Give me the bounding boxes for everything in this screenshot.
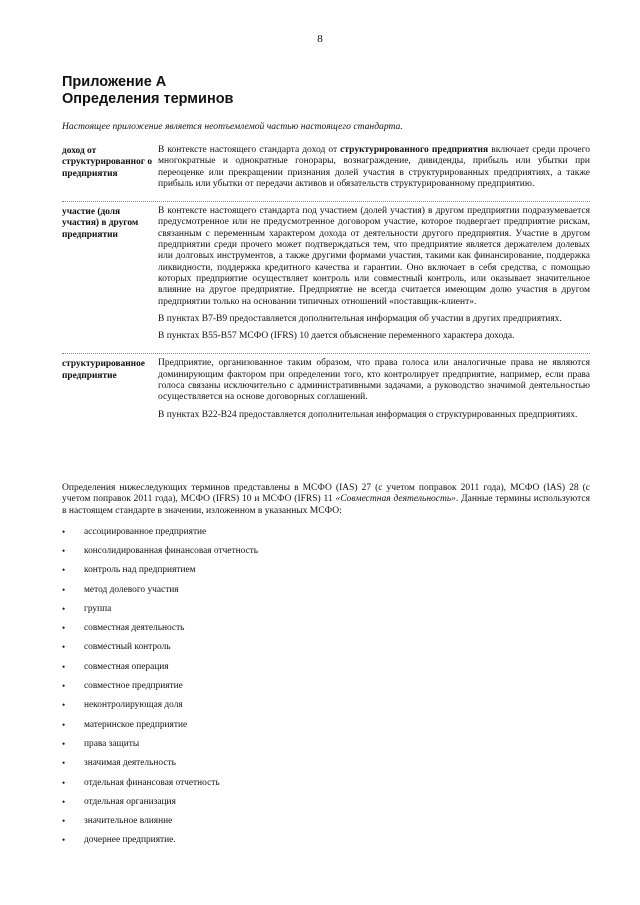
bullet-icon: • (62, 719, 66, 730)
bullet-icon: • (62, 700, 66, 711)
definition-paragraph: В пунктах В7-В9 предоставляется дополнительная информация об участии в других предприятиях. (158, 313, 562, 324)
list-item: • группа (62, 603, 112, 614)
bullet-icon: • (62, 603, 66, 614)
definitions-table (62, 145, 590, 427)
definition-row (62, 358, 590, 426)
list-item: • совместное предприятие (62, 681, 183, 692)
definition-term: доход от структурированног о предприятия (62, 146, 153, 179)
list-item: • неконтролирующая доля (62, 700, 183, 711)
definition-paragraph: В пунктах В55-В57 МСФО (IFRS) 10 дается объяснение переменного характера дохода. (158, 331, 515, 342)
list-item: • совместный контроль (62, 642, 171, 653)
bullet-icon: • (62, 835, 66, 846)
bullet-icon: • (62, 565, 66, 576)
page-number: 8 (317, 33, 323, 45)
bullet-icon: • (62, 738, 66, 749)
bullet-icon: • (62, 623, 66, 634)
definition-term: структурированное предприятие (62, 359, 145, 381)
bullet-icon: • (62, 816, 66, 827)
bullet-icon: • (62, 584, 66, 595)
definition-divider (62, 353, 590, 354)
list-item: • консолидированная финансовая отчетность (62, 545, 259, 556)
definition-paragraph: В контексте настоящего стандарта доход от структурированного предприятия включает среди прочего многократные и однократные гонорары, вознаграждение, дивиденды, прибыль или убытки при переоценке или прекращении признания долей участия в структурированных предприятиях, а также прибыль или убытки от передачи активов и обязательств структурированному предприятию. (158, 145, 590, 189)
list-item: • материнское предприятие (62, 719, 188, 730)
bullet-icon: • (62, 796, 66, 807)
bullet-icon: • (62, 545, 66, 556)
list-item: • контроль над предприятием (62, 565, 196, 576)
list-item: • совместная операция (62, 661, 169, 672)
list-item: • значимая деятельность (62, 758, 176, 769)
list-item: • метод долевого участия (62, 584, 179, 595)
definition-body (158, 206, 590, 348)
definition-row (62, 206, 590, 348)
definition-row (62, 145, 590, 196)
bullet-icon: • (62, 681, 66, 692)
definition-body (158, 358, 590, 426)
bullet-icon: • (62, 758, 66, 769)
bullet-icon: • (62, 526, 66, 537)
list-item: • отдельная финансовая отчетность (62, 777, 220, 788)
list-item: • совместная деятельность (62, 623, 185, 634)
list-item: • права защиты (62, 738, 140, 749)
definition-divider (62, 201, 590, 202)
appendix-title: Приложение А (62, 74, 167, 90)
intro-note: Настоящее приложение является неотъемлемой частью настоящего стандарта. (62, 121, 403, 132)
appendix-heading (62, 74, 233, 108)
definition-body (158, 145, 590, 196)
bullet-icon: • (62, 777, 66, 788)
terms-intro-paragraph: Определения нижеследующих терминов представлены в МСФО (IAS) 27 (с учетом поправок 2011 года), МСФО (IAS) 28 (с учетом поправок 2011 года), МСФО (IFRS) 10 и МСФО (IFRS) 11 «Совместная деятельность». Данные термины используются в настоящем стандарте в значении, изложенном в указанных МСФО: (62, 483, 590, 516)
bullet-icon: • (62, 642, 66, 653)
list-item: • значительное влияние (62, 816, 173, 827)
definition-paragraph: В пунктах В22-В24 предоставляется дополнительная информация о структурированных предприятиях. (158, 409, 578, 420)
definition-paragraph: Предприятие, организованное таким образом, что права голоса или аналогичные права не являются доминирующим фактором при определении того, кто контролирует предприятие, например, если права голоса связаны исключительно с административными задачами, а руководство значимой деятельностью осуществляется на основе договорных соглашений. (158, 358, 590, 403)
appendix-subtitle: Определения терминов (62, 91, 234, 107)
defined-terms-list (62, 522, 582, 850)
definition-term: участие (доля участия) в другом предприятии (62, 207, 139, 240)
list-item: • ассоциированное предприятие (62, 526, 207, 537)
list-item: • отдельная организация (62, 796, 176, 807)
bullet-icon: • (62, 661, 66, 672)
definition-paragraph: В контексте настоящего стандарта под участием (долей участия) в другом предприятии подразумевается предусмотренное или не предусмотренное договором участие, которое подвергает предприятие рискам, связанным с переменным характером дохода от деятельности другого предприятия. Участие в другом предприятии среди прочего может подтверждаться тем, что предприятие является держателем долевых или долговых инструментов, а также другими формами участия, такими как финансирование, поддержка ликвидности, поддержка кредитного качества и гарантии. Оно включает в себя средства, с помощью которых предприятие осуществляет контроль или совместный контроль, или оказывает значительное влияние на другое предприятие. Предприятие не всегда считается имеющим долю участия в другом предприятии только на основании типичных отношений «поставщик-клиент». (158, 206, 590, 307)
list-item: • дочернее предприятие. (62, 835, 176, 846)
